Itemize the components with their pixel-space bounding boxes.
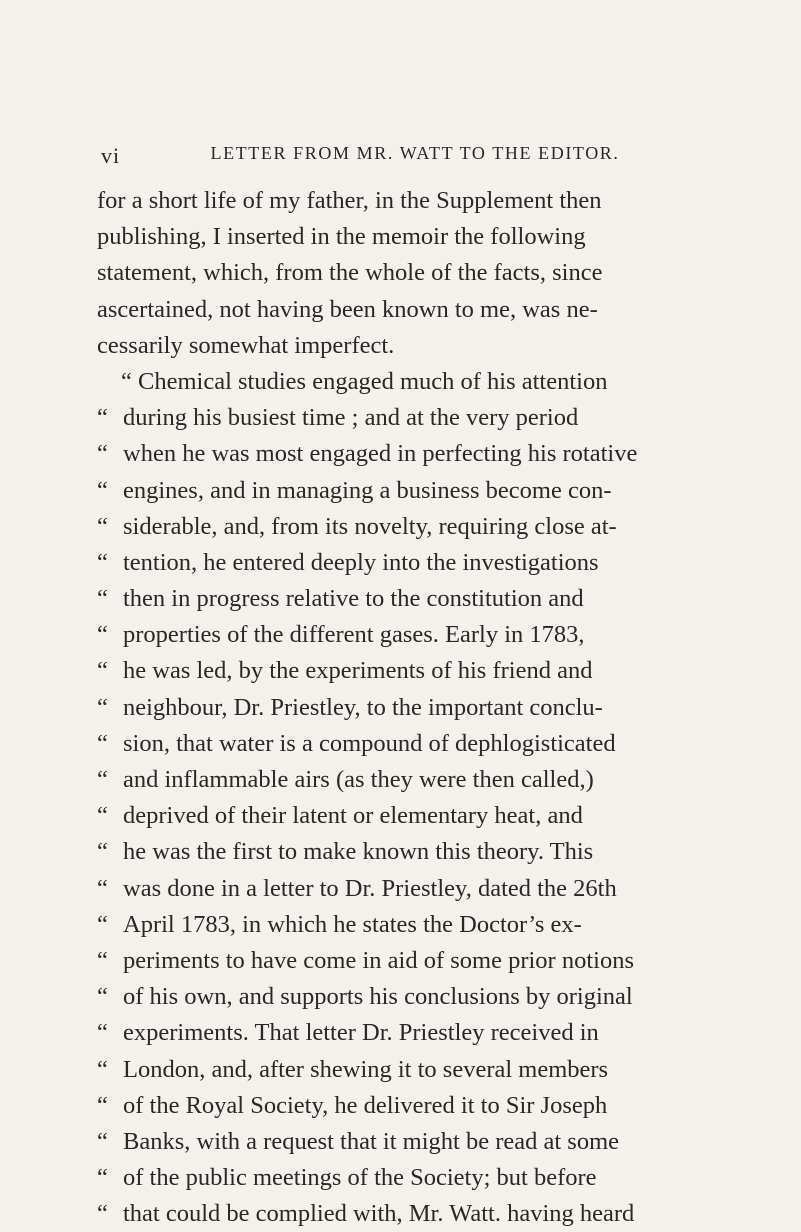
quote-mark: “ xyxy=(97,657,108,685)
text-line xyxy=(97,1160,687,1196)
line-text: he was the first to make known this theory. This xyxy=(123,838,594,866)
line-text: was done in a letter to Dr. Priestley, dated the 26th xyxy=(123,874,617,902)
quote-mark: “ xyxy=(97,440,108,468)
quote-mark: “ xyxy=(97,1200,108,1228)
quote-mark: “ xyxy=(97,512,108,540)
line-text: when he was most engaged in perfecting his rotative xyxy=(123,440,638,468)
line-text: of the Royal Society, he delivered it to Sir Joseph xyxy=(123,1091,608,1119)
line-text: engines, and in managing a business become con- xyxy=(123,476,612,504)
text-line xyxy=(97,907,687,943)
text-line xyxy=(97,364,687,400)
line-text: sion, that water is a compound of dephlogisticated xyxy=(123,729,616,757)
quote-mark: “ xyxy=(97,693,108,721)
line-text: that could be complied with, Mr. Watt. having heard xyxy=(123,1200,635,1228)
text-line xyxy=(97,509,687,545)
quote-mark: “ xyxy=(97,585,108,613)
text-line xyxy=(97,979,687,1015)
text-line xyxy=(97,943,687,979)
quote-mark: “ xyxy=(97,1055,108,1083)
text-line xyxy=(97,545,687,581)
text-line xyxy=(97,762,687,798)
line-text: of his own, and supports his conclusions by original xyxy=(123,983,633,1011)
quote-mark: “ xyxy=(97,404,108,432)
text-line xyxy=(97,653,687,689)
running-head xyxy=(0,143,801,167)
quote-mark: “ xyxy=(97,476,108,504)
body-text xyxy=(97,183,687,1232)
text-line xyxy=(97,183,687,219)
text-line xyxy=(97,292,687,328)
text-line xyxy=(97,1196,687,1232)
text-line xyxy=(97,255,687,291)
line-text: neighbour, Dr. Priestley, to the important conclu- xyxy=(123,693,603,721)
line-text: experiments. That letter Dr. Priestley received in xyxy=(123,1019,599,1047)
line-text: April 1783, in which he states the Doctor’s ex- xyxy=(123,910,582,938)
text-line xyxy=(97,1088,687,1124)
line-text: periments to have come in aid of some prior notions xyxy=(123,946,634,974)
line-text: tention, he entered deeply into the investigations xyxy=(123,548,599,576)
line-text: he was led, by the experiments of his friend and xyxy=(123,657,593,685)
quote-mark: “ xyxy=(97,1091,108,1119)
text-line xyxy=(97,1052,687,1088)
quote-mark: “ xyxy=(97,766,108,793)
text-line xyxy=(97,219,687,255)
line-text: deprived of their latent or elementary heat, and xyxy=(123,802,583,830)
text-line xyxy=(97,798,687,834)
quote-mark: “ xyxy=(97,983,108,1011)
running-title: LETTER FROM MR. WATT TO THE EDITOR. xyxy=(210,143,620,163)
text-line xyxy=(97,1124,687,1160)
text-line xyxy=(97,436,687,472)
text-line xyxy=(97,1015,687,1051)
quote-mark: “ xyxy=(97,729,108,757)
line-text: then in progress relative to the constitution and xyxy=(123,585,584,613)
quote-mark: “ xyxy=(97,838,108,866)
line-text: of the public meetings of the Society; but before xyxy=(123,1164,597,1192)
line-text: “ Chemical studies engaged much of his attention xyxy=(121,367,608,395)
line-text: for a short life of my father, in the Supplement then xyxy=(97,187,602,214)
quote-mark: “ xyxy=(97,910,108,938)
text-line xyxy=(97,617,687,653)
text-line xyxy=(97,473,687,509)
line-text: Banks, with a request that it might be read at some xyxy=(123,1127,620,1155)
line-text: publishing, I inserted in the memoir the following xyxy=(97,223,586,251)
text-line xyxy=(97,400,687,436)
line-text: siderable, and, from its novelty, requiring close at- xyxy=(123,512,617,540)
quote-mark: “ xyxy=(97,1127,108,1155)
quote-mark: “ xyxy=(97,874,108,902)
line-text: and inflammable airs (as they were then called,) xyxy=(123,766,594,793)
line-text: properties of the different gases. Early in 1783, xyxy=(123,621,585,649)
line-text: statement, which, from the whole of the facts, since xyxy=(97,259,603,287)
quote-mark: “ xyxy=(97,1164,108,1192)
quote-mark: “ xyxy=(97,1019,108,1047)
line-text: London, and, after shewing it to several members xyxy=(123,1055,609,1083)
quote-mark: “ xyxy=(97,946,108,974)
text-line xyxy=(97,726,687,762)
text-line xyxy=(97,328,687,364)
text-line xyxy=(97,834,687,870)
text-line xyxy=(97,871,687,907)
page-number: vi xyxy=(101,143,121,168)
line-text: cessarily somewhat imperfect. xyxy=(97,331,395,359)
text-line xyxy=(97,581,687,617)
quote-mark: “ xyxy=(97,802,108,830)
quote-mark: “ xyxy=(97,548,108,576)
quote-mark: “ xyxy=(97,621,108,649)
text-line xyxy=(97,690,687,726)
line-text: ascertained, not having been known to me, was ne- xyxy=(97,295,598,323)
line-text: during his busiest time ; and at the very period xyxy=(123,404,579,432)
